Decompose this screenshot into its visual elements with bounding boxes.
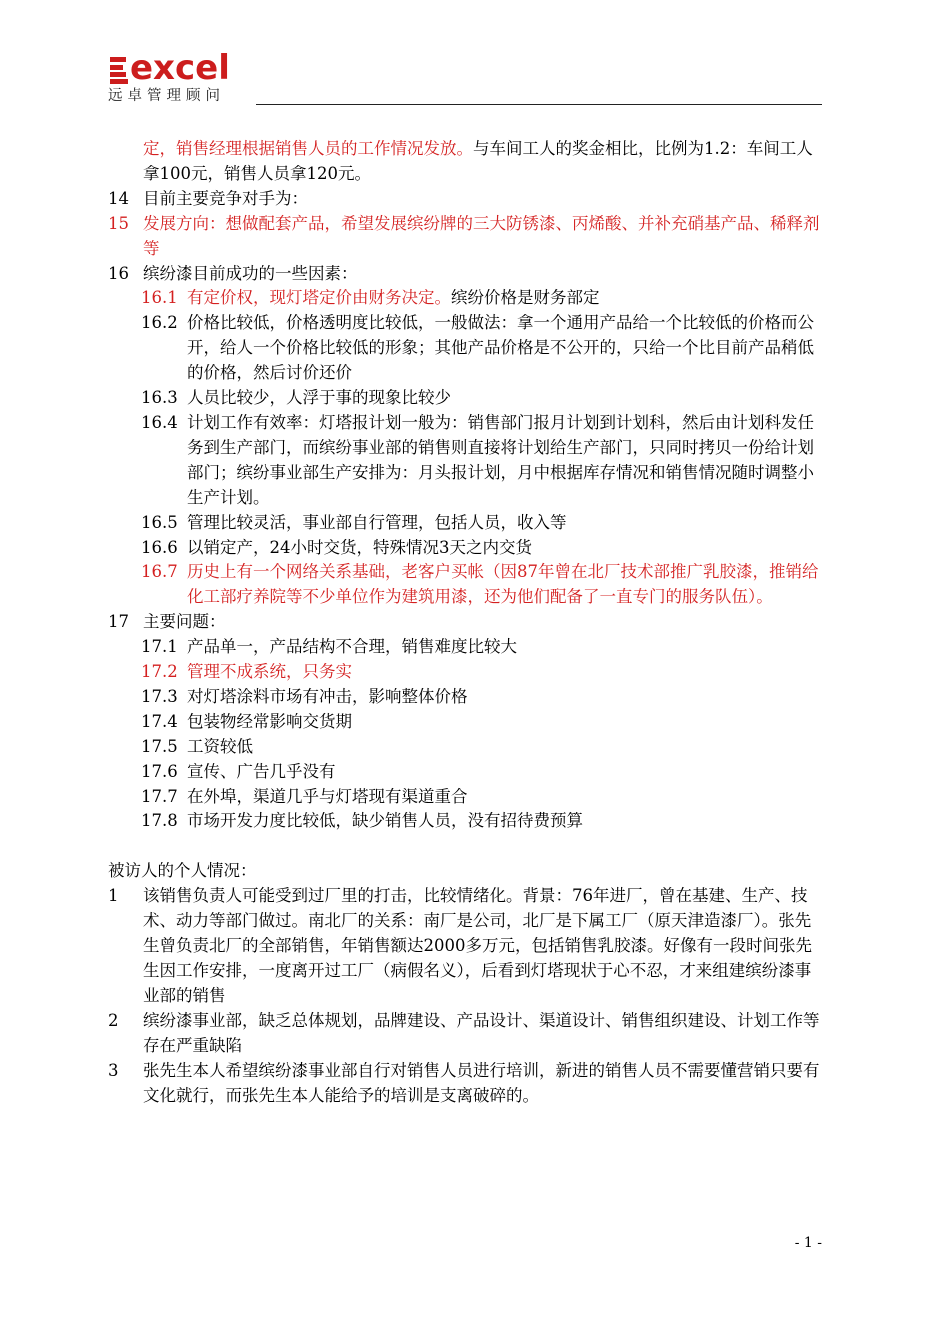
item-number: 1 (108, 886, 119, 906)
sub-item-16-6 (108, 536, 822, 561)
page-number: - 1 - (794, 1235, 822, 1251)
item-number: 16.7 (141, 562, 178, 582)
sub-item-16-2 (108, 311, 822, 386)
item-text: 张先生本人希望缤纷漆事业部自行对销售人员进行培训，新进的销售人员不需要懂营销只要有文化就行，而张先生本人能给予的培训是支离破碎的。 (143, 1060, 820, 1105)
sub-item-16-4 (108, 411, 822, 511)
item-text: 管理不成系统，只务实 (187, 662, 352, 682)
sub-item-17-4 (108, 710, 822, 735)
item-number: 17.2 (141, 662, 178, 682)
personal-item-1 (108, 884, 822, 1009)
item-text: 市场开发力度比较低，缺少销售人员，没有招待费预算 (187, 811, 583, 831)
page-header (108, 48, 822, 108)
item-number: 16.5 (141, 512, 178, 532)
item-text: 计划工作有效率：灯塔报计划一般为：销售部门报月计划到计划科，然后由计划科发任务到生产部门，而缤纷事业部的销售则直接将计划给生产部门，只同时拷贝一份给计划部门；缤纷事业部生产安排为：月头报计划，月中根据库存情况和销售情况随时调整小生产计划。 (187, 412, 814, 507)
item-text: 目前主要竞争对手为： (143, 188, 308, 208)
item-number: 17.8 (141, 811, 178, 831)
list-item-17 (108, 610, 822, 635)
item-text: 缤纷漆目前成功的一些因素： (143, 263, 358, 283)
highlight-text: 定，销售经理根据销售人员的工作情况发放。 (143, 139, 473, 158)
item-number: 16.2 (141, 313, 178, 333)
item-number: 17.3 (141, 686, 178, 706)
item-number: 17 (108, 612, 129, 632)
item-text: 缤纷漆事业部，缺乏总体规划，品牌建设、产品设计、渠道设计、销售组织建设、计划工作等存在严重缺陷 (143, 1010, 820, 1055)
item-number: 16.4 (141, 412, 178, 432)
item-number: 15 (108, 213, 129, 233)
list-item-14 (108, 187, 822, 212)
item-text: 产品单一，产品结构不合理，销售难度比较大 (187, 637, 517, 657)
sub-item-16-7 (108, 560, 822, 610)
item-number: 17.7 (141, 786, 178, 806)
list-item-15 (108, 212, 822, 262)
brand-mark-icon (110, 57, 128, 84)
sub-item-17-6 (108, 760, 822, 785)
header-divider (256, 104, 822, 105)
item-number: 17.6 (141, 761, 178, 781)
item-number: 2 (108, 1010, 119, 1030)
sub-item-17-3 (108, 685, 822, 710)
item-number: 16.1 (141, 288, 178, 308)
section-title: 被访人的个人情况： (108, 861, 257, 881)
item-number: 3 (108, 1060, 119, 1080)
brand-wordmark: excel (130, 48, 230, 88)
item-text: 工资较低 (187, 736, 253, 756)
item-text: 主要问题： (143, 612, 226, 632)
list-item-16 (108, 262, 822, 287)
item-number: 17.4 (141, 711, 178, 731)
item-text: 以销定产，24小时交货，特殊情况3天之内交货 (187, 537, 532, 557)
item-text: 管理比较灵活，事业部自行管理，包括人员，收入等 (187, 512, 567, 532)
continued-paragraph (108, 137, 822, 187)
sub-item-17-2 (108, 660, 822, 685)
item-number: 16.6 (141, 537, 178, 557)
sub-item-17-1 (108, 635, 822, 660)
sub-item-17-8 (108, 809, 822, 834)
item-number: 17.5 (141, 736, 178, 756)
sub-item-16-3 (108, 386, 822, 411)
item-text: 宣传、广告几乎没有 (187, 761, 336, 781)
item-text: 包装物经常影响交货期 (187, 711, 352, 731)
personal-item-3 (108, 1059, 822, 1109)
item-number: 14 (108, 188, 129, 208)
item-text: 价格比较低，价格透明度比较低，一般做法：拿一个通用产品给一个比较低的价格而公开，给人一个价格比较低的形象；其他产品价格是不公开的，只给一个比目前产品稍低的价格，然后讨价还价 (187, 313, 814, 383)
sub-item-16-1 (108, 286, 822, 311)
brand-subtitle: 远卓管理顾问 (108, 88, 225, 104)
item-number: 16 (108, 263, 129, 283)
item-text: 对灯塔涂料市场有冲击，影响整体价格 (187, 686, 468, 706)
personal-item-2 (108, 1009, 822, 1059)
item-number: 17.1 (141, 637, 178, 657)
item-text: 人员比较少，人浮于事的现象比较少 (187, 388, 451, 408)
sub-item-16-5 (108, 511, 822, 536)
item-text: 缤纷价格是财务部定 (451, 288, 600, 308)
item-text: 在外埠，渠道几乎与灯塔现有渠道重合 (187, 786, 468, 806)
sub-item-17-7 (108, 785, 822, 810)
paragraph-gap (108, 834, 822, 859)
body-text: 与车间工人的奖金相比，比例为1.2：车间工人拿100元，销售人员拿120元。 (143, 139, 813, 183)
item-number: 16.3 (141, 388, 178, 408)
highlight-text: 有定价权，现灯塔定价由财务决定。 (187, 288, 451, 308)
item-text: 历史上有一个网络关系基础，老客户买帐（因87年曾在北厂技术部推广乳胶漆，推销给化工部疗养院等不少单位作为建筑用漆，还为他们配备了一直专门的服务队伍）。 (187, 562, 819, 607)
sub-item-17-5 (108, 735, 822, 760)
item-text: 发展方向：想做配套产品，希望发展缤纷牌的三大防锈漆、丙烯酸、并补充硝基产品、稀释剂等 (143, 213, 820, 258)
document-body (108, 137, 822, 1108)
item-text: 该销售负责人可能受到过厂里的打击，比较情绪化。背景：76年进厂，曾在基建、生产、技术、动力等部门做过。南北厂的关系：南厂是公司，北厂是下属工厂（原天津造漆厂）。张先生曾负责北厂的全部销售，年销售额达2000多万元，包括销售乳胶漆。好像有一段时间张先生因工作安排，一度离开过工厂（病假名义），后看到灯塔现状于心不忍，才来组建缤纷漆事业部的销售 (143, 886, 812, 1005)
